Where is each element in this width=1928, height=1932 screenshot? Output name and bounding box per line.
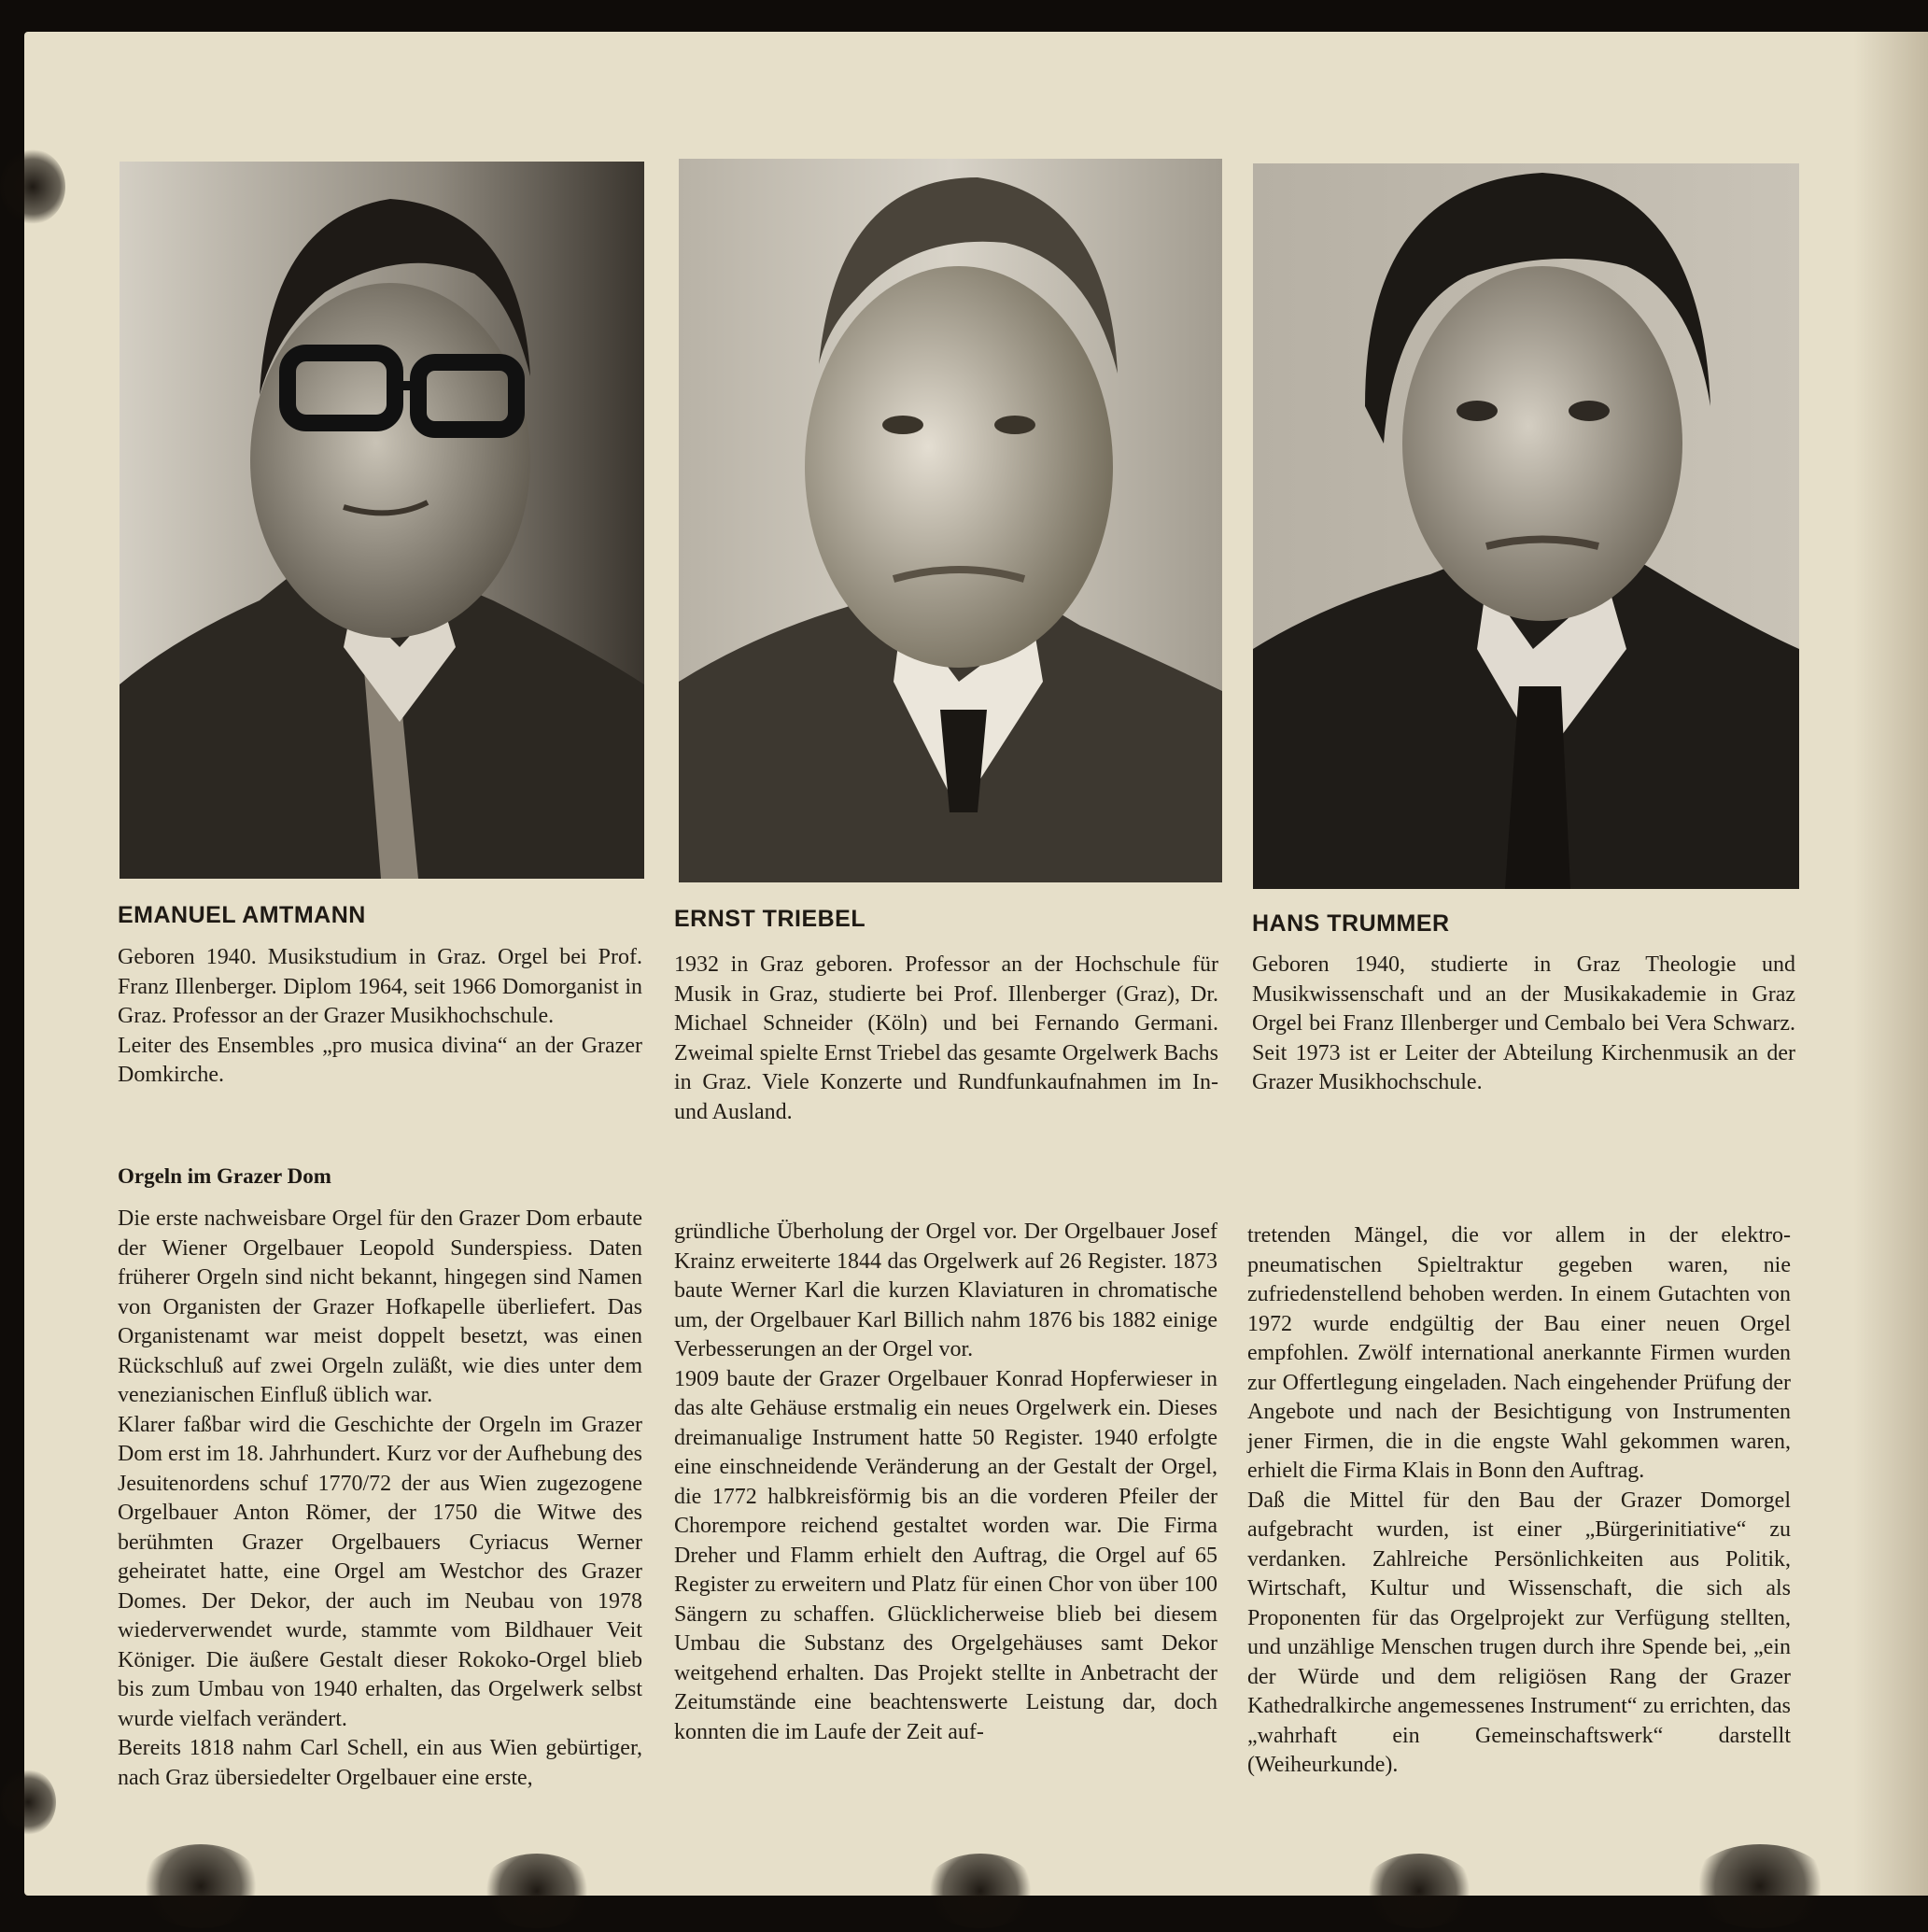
binder-hole-bottom-5 [1690,1844,1830,1928]
article-column-2 [674,1218,1217,1747]
portrait-photo-triebel [679,159,1222,882]
article-paragraph: Bereits 1818 nahm Carl Schell, ein aus Wien gebürtiger, nach Graz übersiedelter Orgelbauer eine erste, [118,1736,642,1790]
article-paragraph: Klarer faßbar wird die Geschichte der Orgeln im Grazer Dom erst im 18. Jahrhundert. Kurz vor der Aufhebung des Jesuitenordens schuf 1770/72 der aus Wien zugezogene Orgelbauer Anton Römer, der 1750 die Witwe des berühmten Grazer Orgelbauers Cyriacus Werner geheiratet hatte, eine Orgel am Westchor des Grazer Domes. Der Dekor, der auch im Neubau von 1978 wiederverwendet wurde, stammte vom Bildhauer Veit Königer. Die äußere Gestalt dieser Rokoko-Orgel blieb bis zum Umbau von 1940 erhalten, das Orgelwerk selbst wurde vielfach verändert. [118,1412,642,1731]
portrait-photo-amtmann [120,162,644,879]
article-paragraph: tretenden Mängel, die vor allem in der elektro-pneumatischen Spieltraktur gegeben waren, nie zufriedenstellend behoben werden. In einem Gutachten von 1972 wurde endgültig der Bau einer neuen Orgel empfohlen. Zwölf international anerkannte Firmen wurden zur Offertlegung eingeladen. Nach eingehender Prüfung der Angebote und nach der Besichtigung von Instrumenten jener Firmen, die in die engste Wahl gekommen waren, erhielt die Firma Klais in Bonn den Auftrag. [1247,1223,1791,1483]
person-bio-trummer [1252,951,1795,1098]
person-name-trummer: HANS TRUMMER [1252,910,1450,937]
binder-hole-bottom-1 [140,1844,261,1928]
binder-hole-left-top [0,149,65,224]
person-bio-triebel [674,951,1218,1127]
person-name-triebel: ERNST TRIEBEL [674,906,866,932]
binder-hole-left-bottom [0,1770,56,1835]
article-paragraph: 1909 baute der Grazer Orgelbauer Konrad Hopferwieser in das alte Gehäuse erstmalig ein neues Orgelwerk ein. Dieses dreimanualige Instrument hatte 50 Register. 1940 erfolgte eine einschneidende Veränderung an der Gestalt der Orgel, die 1772 halbkreisförmig bis an die vorderen Pfeiler der Chorempore reichend gestaltet worden war. Die Firma Dreher und Flamm erhielt den Auftrag, die Orgel auf 65 Register zu erweitern und Platz für einen Chor von über 100 Sängern zu schaffen. Glücklicherweise blieb bei diesem Umbau die Substanz des Orgelgehäuses samt Dekor weitgehend erhalten. Das Projekt stellte in Anbetracht der Zeitumstände eine beachtenswerte Leistung dar, doch konnten die im Laufe der Zeit auf- [674,1366,1217,1744]
article-column-3 [1247,1221,1791,1781]
article-paragraph: Daß die Mittel für den Bau der Grazer Domorgel aufgebracht wurden, ist einer „Bürgerinitiative“ zu verdanken. Zahlreiche Persönlichkeiten aus Politik, Wirtschaft, Kultur und Wissenschaft, die sich als Proponenten für das Orgelprojekt zur Verfügung stellten, und unzählige Menschen trugen durch ihre Spende bei, „ein der Würde und dem religiösen Rang der Grazer Kathedralkirche angemessenes Instrument“ zu errichten, das „wahrhaft ein Gemeinschaftswerk“ darstellt (Weiheurkunde). [1247,1488,1791,1777]
article-paragraph: Die erste nachweisbare Orgel für den Grazer Dom erbaute der Wiener Orgelbauer Leopold Sunderspiess. Daten früherer Orgeln sind nicht bekannt, hingegen sind Namen von Organisten der Grazer Hofkapelle überliefert. Das Organistenamt war meist doppelt besetzt, was einen Rückschluß auf zwei Orgeln zuläßt, wie dies unter dem venezianischen Einfluß üblich war. [118,1206,642,1407]
article-paragraph: gründliche Überholung der Orgel vor. Der Orgelbauer Josef Krainz erweiterte 1844 das Orgelwerk auf 26 Register. 1873 baute Werner Karl die kurzen Klaviaturen in chromatische um, der Orgelbauer Karl Billich nahm 1876 bis 1882 einige Verbesserungen an der Orgel vor. [674,1220,1217,1361]
binder-hole-bottom-4 [1363,1854,1475,1928]
bio-paragraph: Geboren 1940, studierte in Graz Theologie und Musikwissenschaft und an der Musikakademie in Graz Orgel bei Franz Illenberger und Cembalo bei Vera Schwarz. Seit 1973 ist er Leiter der Abteilung Kirchenmusik an der Grazer Musikhochschule. [1252,952,1795,1094]
bio-paragraph: 1932 in Graz geboren. Professor an der Hochschule für Musik in Graz, studierte bei Prof. Illenberger (Graz), Dr. Michael Schneider (Köln) und bei Fernando Germani. Zweimal spielte Ernst Triebel das gesamte Orgelwerk Bachs in Graz. Viele Konzerte und Rundfunkaufnahmen im In- und Ausland. [674,952,1218,1124]
bio-paragraph: Geboren 1940. Musikstudium in Graz. Orgel bei Prof. Franz Illenberger. Diplom 1964, seit 1966 Domorganist in Graz. Professor an der Grazer Musikhochschule. [118,945,642,1028]
person-name-amtmann: EMANUEL AMTMANN [118,902,366,928]
article-column-1 [118,1205,642,1793]
bio-paragraph: Leiter des Ensembles „pro musica divina“ an der Grazer Domkirche. [118,1033,642,1087]
portrait-photo-trummer [1253,163,1799,889]
person-bio-amtmann [118,943,642,1091]
article-heading: Orgeln im Grazer Dom [118,1164,331,1188]
binder-hole-bottom-2 [481,1854,593,1928]
binder-hole-bottom-3 [924,1854,1036,1928]
